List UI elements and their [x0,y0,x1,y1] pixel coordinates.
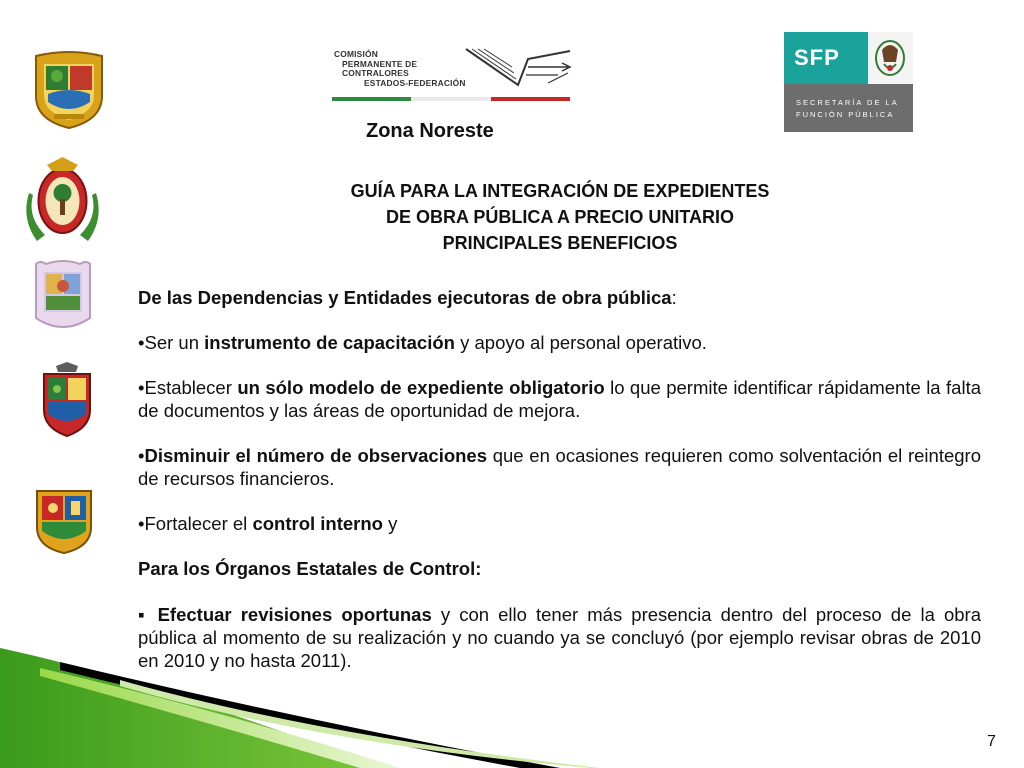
bullet5-bold: Efectuar revisiones oportunas [157,604,432,625]
cpc-tricolor-stripe [332,97,570,101]
tamaulipas-crest [38,362,96,438]
nuevo-leon-crest [25,155,100,247]
section2-heading-text: Para los Órganos Estatales de Control: [138,558,482,579]
sfp-logo [784,32,913,132]
coahuila-crest-icon [30,50,108,130]
guide-title [300,178,820,256]
bullet4-prefix: •Fortalecer el [138,513,253,534]
sfp-subtitle-block [784,84,913,132]
bullet5-rest: y con ello tener más presencia dentro del proceso de la obra pública al momento de su realización y no cuando ya se concluyó (por ejemplo revisar obras de 2010 en 2010 y no hasta 2011). [138,604,981,671]
bullet1-bold: instrumento de capacitación [204,332,455,353]
guide-title-line-3: PRINCIPALES BENEFICIOS [442,233,678,253]
mexico-eagle-icon [868,32,913,84]
bullet4-rest: y [382,513,398,534]
cpc-arrows-icon [458,45,575,93]
san-luis-potosi-crest [28,258,98,336]
footer-swoosh-decoration [0,640,600,768]
region-title: Zona Noreste [366,120,494,142]
bullet2-bold: un sólo modelo de expediente obligatorio [237,377,605,398]
bullet1-prefix: •Ser un [138,332,205,353]
section2-heading [138,557,981,580]
bullet2-rest: lo que permite identificar rápidamente la falta de documentos y las áreas de oportunidad de mejora. [138,377,981,421]
cpc-line-2: PERMANENTE DE [342,58,418,69]
bullet4-bold: control interno [252,513,383,534]
durango-crest-icon [33,483,95,555]
sfp-acronym-block [784,32,868,84]
guide-title-line-1: GUÍA PARA LA INTEGRACIÓN DE EXPEDIENTES [350,181,770,201]
bullet5-prefix: ▪ [138,604,158,625]
cpc-logo [330,45,575,105]
cpc-line-4: ESTADOS-FEDERACIÓN [364,77,466,88]
bullet2-prefix: •Establecer [138,377,238,398]
sfp-acronym: SFP [794,45,840,70]
bullet3-rest: que en ocasiones requieren como solventación el reintegro de recursos financieros. [138,445,981,489]
bullet-modelo-expediente [138,376,981,422]
sfp-subtitle-line-2: FUNCIÓN PÚBLICA [796,110,895,119]
sfp-subtitle-line-1: SECRETARÍA DE LA [796,98,899,107]
section1-heading-text: De las Dependencias y Entidades ejecutoras de obra pública [138,287,672,308]
san-luis-potosi-crest-icon [28,258,98,336]
bullet-observaciones [138,444,981,490]
cpc-line-3: CONTRALORES [342,68,409,78]
mexico-eagle-emblem [868,32,913,84]
bullet3-prefix: • [138,445,145,466]
section1-heading-colon: : [671,287,677,308]
bullet3-bold: Disminuir el número de observaciones [144,445,488,466]
bullet-capacitacion [138,331,981,354]
durango-crest [33,483,95,555]
coahuila-crest [30,50,108,130]
guide-title-line-2: DE OBRA PÚBLICA A PRECIO UNITARIO [385,207,734,227]
page-number: 7 [987,733,996,750]
bullet-control-interno [138,512,981,535]
section1-heading [138,286,981,309]
bullet1-rest: y apoyo al personal operativo. [454,332,707,353]
tamaulipas-crest-icon [38,362,96,438]
nuevo-leon-crest-icon [25,155,100,247]
cpc-line-1: COMISIÓN [334,49,378,59]
